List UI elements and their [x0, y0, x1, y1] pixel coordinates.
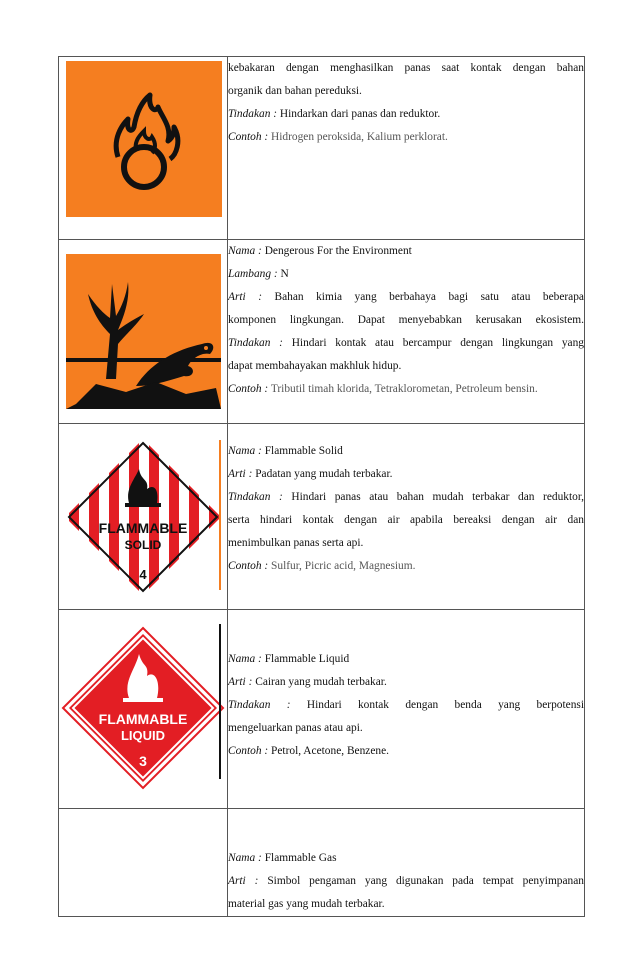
- hazard-symbols-table: [58, 56, 585, 917]
- description-line: [228, 286, 584, 309]
- description-line: [228, 126, 584, 149]
- table-row-oxidizing: [59, 57, 585, 240]
- field-label: Arti :: [228, 875, 259, 887]
- symbol-class-number: 3: [139, 753, 147, 769]
- field-text: Hindari kontak dengan benda yang berpotensi: [290, 699, 584, 711]
- field-text: Hindari kontak atau bercampur dengan lingkungan yang: [282, 337, 584, 349]
- field-text: organik dan bahan pereduksi.: [228, 85, 362, 97]
- field-label: Nama :: [228, 245, 262, 257]
- rows-3-lines: [228, 648, 584, 763]
- field-text: N: [277, 268, 289, 280]
- description-line: [228, 694, 584, 717]
- description-line: [228, 240, 584, 263]
- description-line: [228, 671, 584, 694]
- field-label: Contoh :: [228, 383, 269, 395]
- description-line: [228, 847, 584, 870]
- field-label: Contoh :: [228, 560, 269, 572]
- table-row-environment: [59, 240, 585, 424]
- field-text: dapat membahayakan makhluk hidup.: [228, 360, 402, 372]
- field-text: Hidrogen peroksida, Kalium perklorat.: [268, 131, 448, 143]
- description-line: [228, 740, 584, 763]
- field-label: Arti :: [228, 468, 253, 480]
- description-cell: [228, 610, 585, 809]
- description-cell: [228, 240, 585, 424]
- description-line: [228, 355, 584, 378]
- field-text: material gas yang mudah terbakar.: [228, 898, 385, 910]
- field-label: Tindakan :: [228, 337, 283, 349]
- vertical-rule: [219, 624, 223, 779]
- symbol-cell: [59, 424, 228, 610]
- flammable-liquid-diamond-icon: [59, 624, 227, 792]
- rows-4-lines: [228, 847, 584, 916]
- description-line: [228, 532, 584, 555]
- description-cell: [228, 424, 585, 610]
- field-text: Padatan yang mudah terbakar.: [252, 468, 393, 480]
- table-row-flammable-gas: [59, 809, 585, 917]
- environment-dead-tree-fish-icon: [66, 254, 221, 409]
- symbol-cell: [59, 57, 228, 240]
- description-line: [228, 648, 584, 671]
- flammable-solid-diamond-icon: [59, 433, 227, 601]
- description-line: [228, 80, 584, 103]
- field-text: mengeluarkan panas atau api.: [228, 722, 363, 734]
- vertical-rule: [219, 440, 223, 590]
- field-label: Contoh :: [228, 131, 269, 143]
- description-line: [228, 463, 584, 486]
- description-line: [228, 378, 584, 401]
- description-line: [228, 263, 584, 286]
- field-text: Bahan kimia yang berbahaya bagi satu atau beberapa: [262, 291, 584, 303]
- rows-0-lines: [228, 57, 584, 149]
- field-text: Petrol, Acetone, Benzene.: [268, 745, 390, 757]
- field-label: Contoh :: [228, 745, 269, 757]
- rows-2-lines: [228, 440, 584, 578]
- field-text: Flammable Liquid: [261, 653, 350, 665]
- description-line: [228, 717, 584, 740]
- field-text: kebakaran dengan menghasilkan panas saat kontak dengan bahan: [228, 62, 584, 74]
- description-line: [228, 332, 584, 355]
- field-text: Tributil timah klorida, Tetraklorometan, Petroleum bensin.: [268, 383, 538, 395]
- field-text: Simbol pengaman yang digunakan pada tempat penyimpanan: [258, 875, 584, 887]
- field-text: Cairan yang mudah terbakar.: [252, 676, 387, 688]
- field-text: menimbulkan panas serta api.: [228, 537, 364, 549]
- description-line: [228, 440, 584, 463]
- field-label: Nama :: [228, 852, 262, 864]
- description-cell: [228, 57, 585, 240]
- symbol-label-liquid: LIQUID: [120, 728, 166, 743]
- field-label: Lambang :: [228, 268, 278, 280]
- field-label: Tindakan :: [228, 491, 283, 503]
- description-line: [228, 103, 584, 126]
- field-text: komponen lingkungan. Dapat menyebabkan kerusakan ekosistem.: [228, 314, 584, 326]
- rows-1-lines: [228, 240, 584, 401]
- field-label: Tindakan :: [228, 108, 278, 120]
- symbol-class-number: 4: [139, 567, 147, 582]
- field-text: Sulfur, Picric acid, Magnesium.: [268, 560, 416, 572]
- oxidizing-flame-over-circle-icon: [66, 61, 222, 217]
- field-label: Nama :: [228, 445, 262, 457]
- description-line: [228, 893, 584, 916]
- field-text: Dengerous For the Environment: [261, 245, 412, 257]
- field-label: Arti :: [228, 291, 263, 303]
- field-text: Flammable Solid: [261, 445, 343, 457]
- description-line: [228, 555, 584, 578]
- symbol-label-flammable: FLAMMABLE: [98, 520, 188, 536]
- description-line: [228, 509, 584, 532]
- field-label: Arti :: [228, 676, 253, 688]
- description-cell: [228, 809, 585, 917]
- field-label: Tindakan :: [228, 699, 291, 711]
- description-line: [228, 870, 584, 893]
- description-line: [228, 486, 584, 509]
- symbol-cell: [59, 240, 228, 424]
- description-line: [228, 309, 584, 332]
- symbol-cell: [59, 809, 228, 917]
- table-row-flammable-liquid: [59, 610, 585, 809]
- field-text: Hindarkan dari panas dan reduktor.: [277, 108, 441, 120]
- field-text: serta hindari kontak dengan air apabila bereaksi dengan air dan: [228, 514, 584, 526]
- symbol-label-flammable: FLAMMABLE: [98, 711, 188, 727]
- field-text: Flammable Gas: [261, 852, 337, 864]
- description-line: [228, 57, 584, 80]
- symbol-label-solid: SOLID: [124, 538, 162, 552]
- field-text: Hindari panas atau bahan mudah terbakar dan reduktor,: [282, 491, 585, 503]
- table-row-flammable-solid: [59, 424, 585, 610]
- field-label: Nama :: [228, 653, 262, 665]
- symbol-cell: [59, 610, 228, 809]
